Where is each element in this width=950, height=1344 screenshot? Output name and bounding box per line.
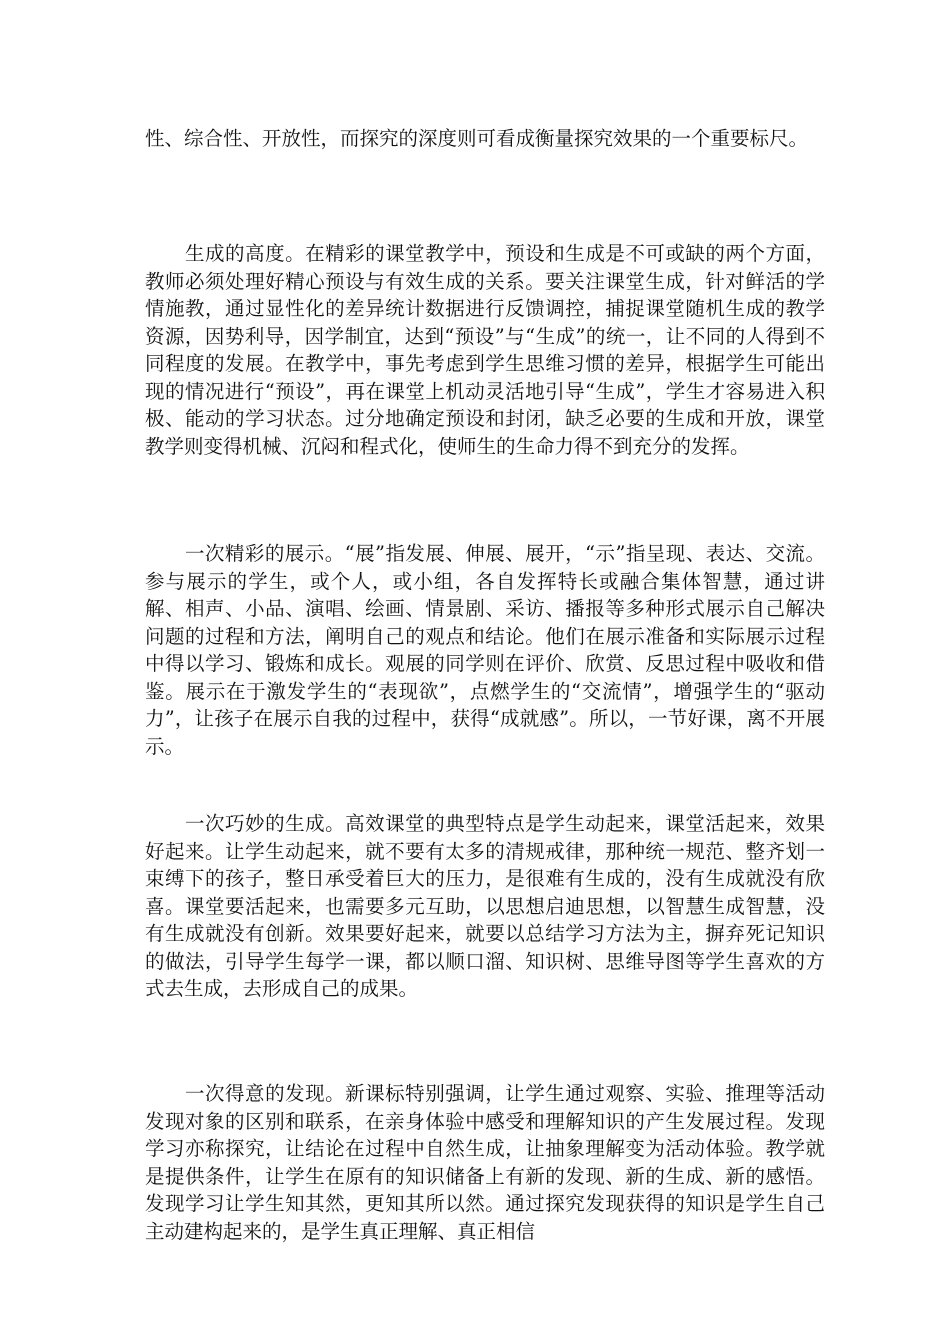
paragraph-proud-discovery: 一次得意的发现。新课标特别强调，让学生通过观察、实验、推理等活动发现对象的区别和联系，在亲身体验中感受和理解知识的产生发展过程。发现学习亦称探究，让结论在过程中自然生成，让抽象理解变为活动体验。教学就是提供条件，让学生在原有的知识储备上有新的发现、新的生成、新的感悟。发现学习让学生知其然，更知其所以然。通过探究发现获得的知识是学生自己主动建构起来的，是学生真正理解、真正相信 bbox=[145, 1082, 825, 1243]
paragraph-continuation: 性、综合性、开放性，而探究的深度则可看成衡量探究效果的一个重要标尺。 bbox=[145, 127, 809, 150]
paragraph-generation-height: 生成的高度。在精彩的课堂教学中，预设和生成是不可或缺的两个方面，教师必须处理好精心预设与有效生成的关系。要关注课堂生成，针对鲜活的学情施教，通过显性化的差异统计数据进行反馈调控，捕捉课堂随机生成的教学资源，因势利导，因学制宜，达到“预设”与“生成”的统一，让不同的人得到不同程度的发展。在教学中，事先考虑到学生思维习惯的差异，根据学生可能出现的情况进行“预设”，再在课堂上机动灵活地引导“生成”，学生才容易进入积极、能动的学习状态。过分地确定预设和封闭，缺乏必要的生成和开放，课堂教学则变得机械、沉闷和程式化，使师生的生命力得不到充分的发挥。 bbox=[145, 242, 825, 458]
paragraph-wonderful-display: 一次精彩的展示。“展”指发展、伸展、展开，“示”指呈现、表达、交流。参与展示的学生，或个人，或小组，各自发挥特长或融合集体智慧，通过讲解、相声、小品、演唱、绘画、情景剧、采访、播报等多种形式展示自己解决问题的过程和方法，阐明自己的观点和结论。他们在展示准备和实际展示过程中得以学习、锻炼和成长。观展的同学则在评价、欣赏、反思过程中吸收和借鉴。展示在于激发学生的“表现欲”，点燃学生的“交流情”，增强学生的“驱动力”，让孩子在展示自我的过程中，获得“成就感”。所以，一节好课，离不开展示。 bbox=[145, 542, 825, 758]
paragraph-clever-generation: 一次巧妙的生成。高效课堂的典型特点是学生动起来，课堂活起来，效果好起来。让学生动起来，就不要有太多的清规戒律，那种统一规范、整齐划一束缚下的孩子，整日承受着巨大的压力，是很难有生成的，没有生成就没有欣喜。课堂要活起来，也需要多元互助，以思想启迪思想，以智慧生成智慧，没有生成就没有创新。效果要好起来，就要以总结学习方法为主，摒弃死记知识的做法，引导学生每学一课，都以顺口溜、知识树、思维导图等学生喜欢的方式去生成，去形成自己的成果。 bbox=[145, 812, 825, 1000]
